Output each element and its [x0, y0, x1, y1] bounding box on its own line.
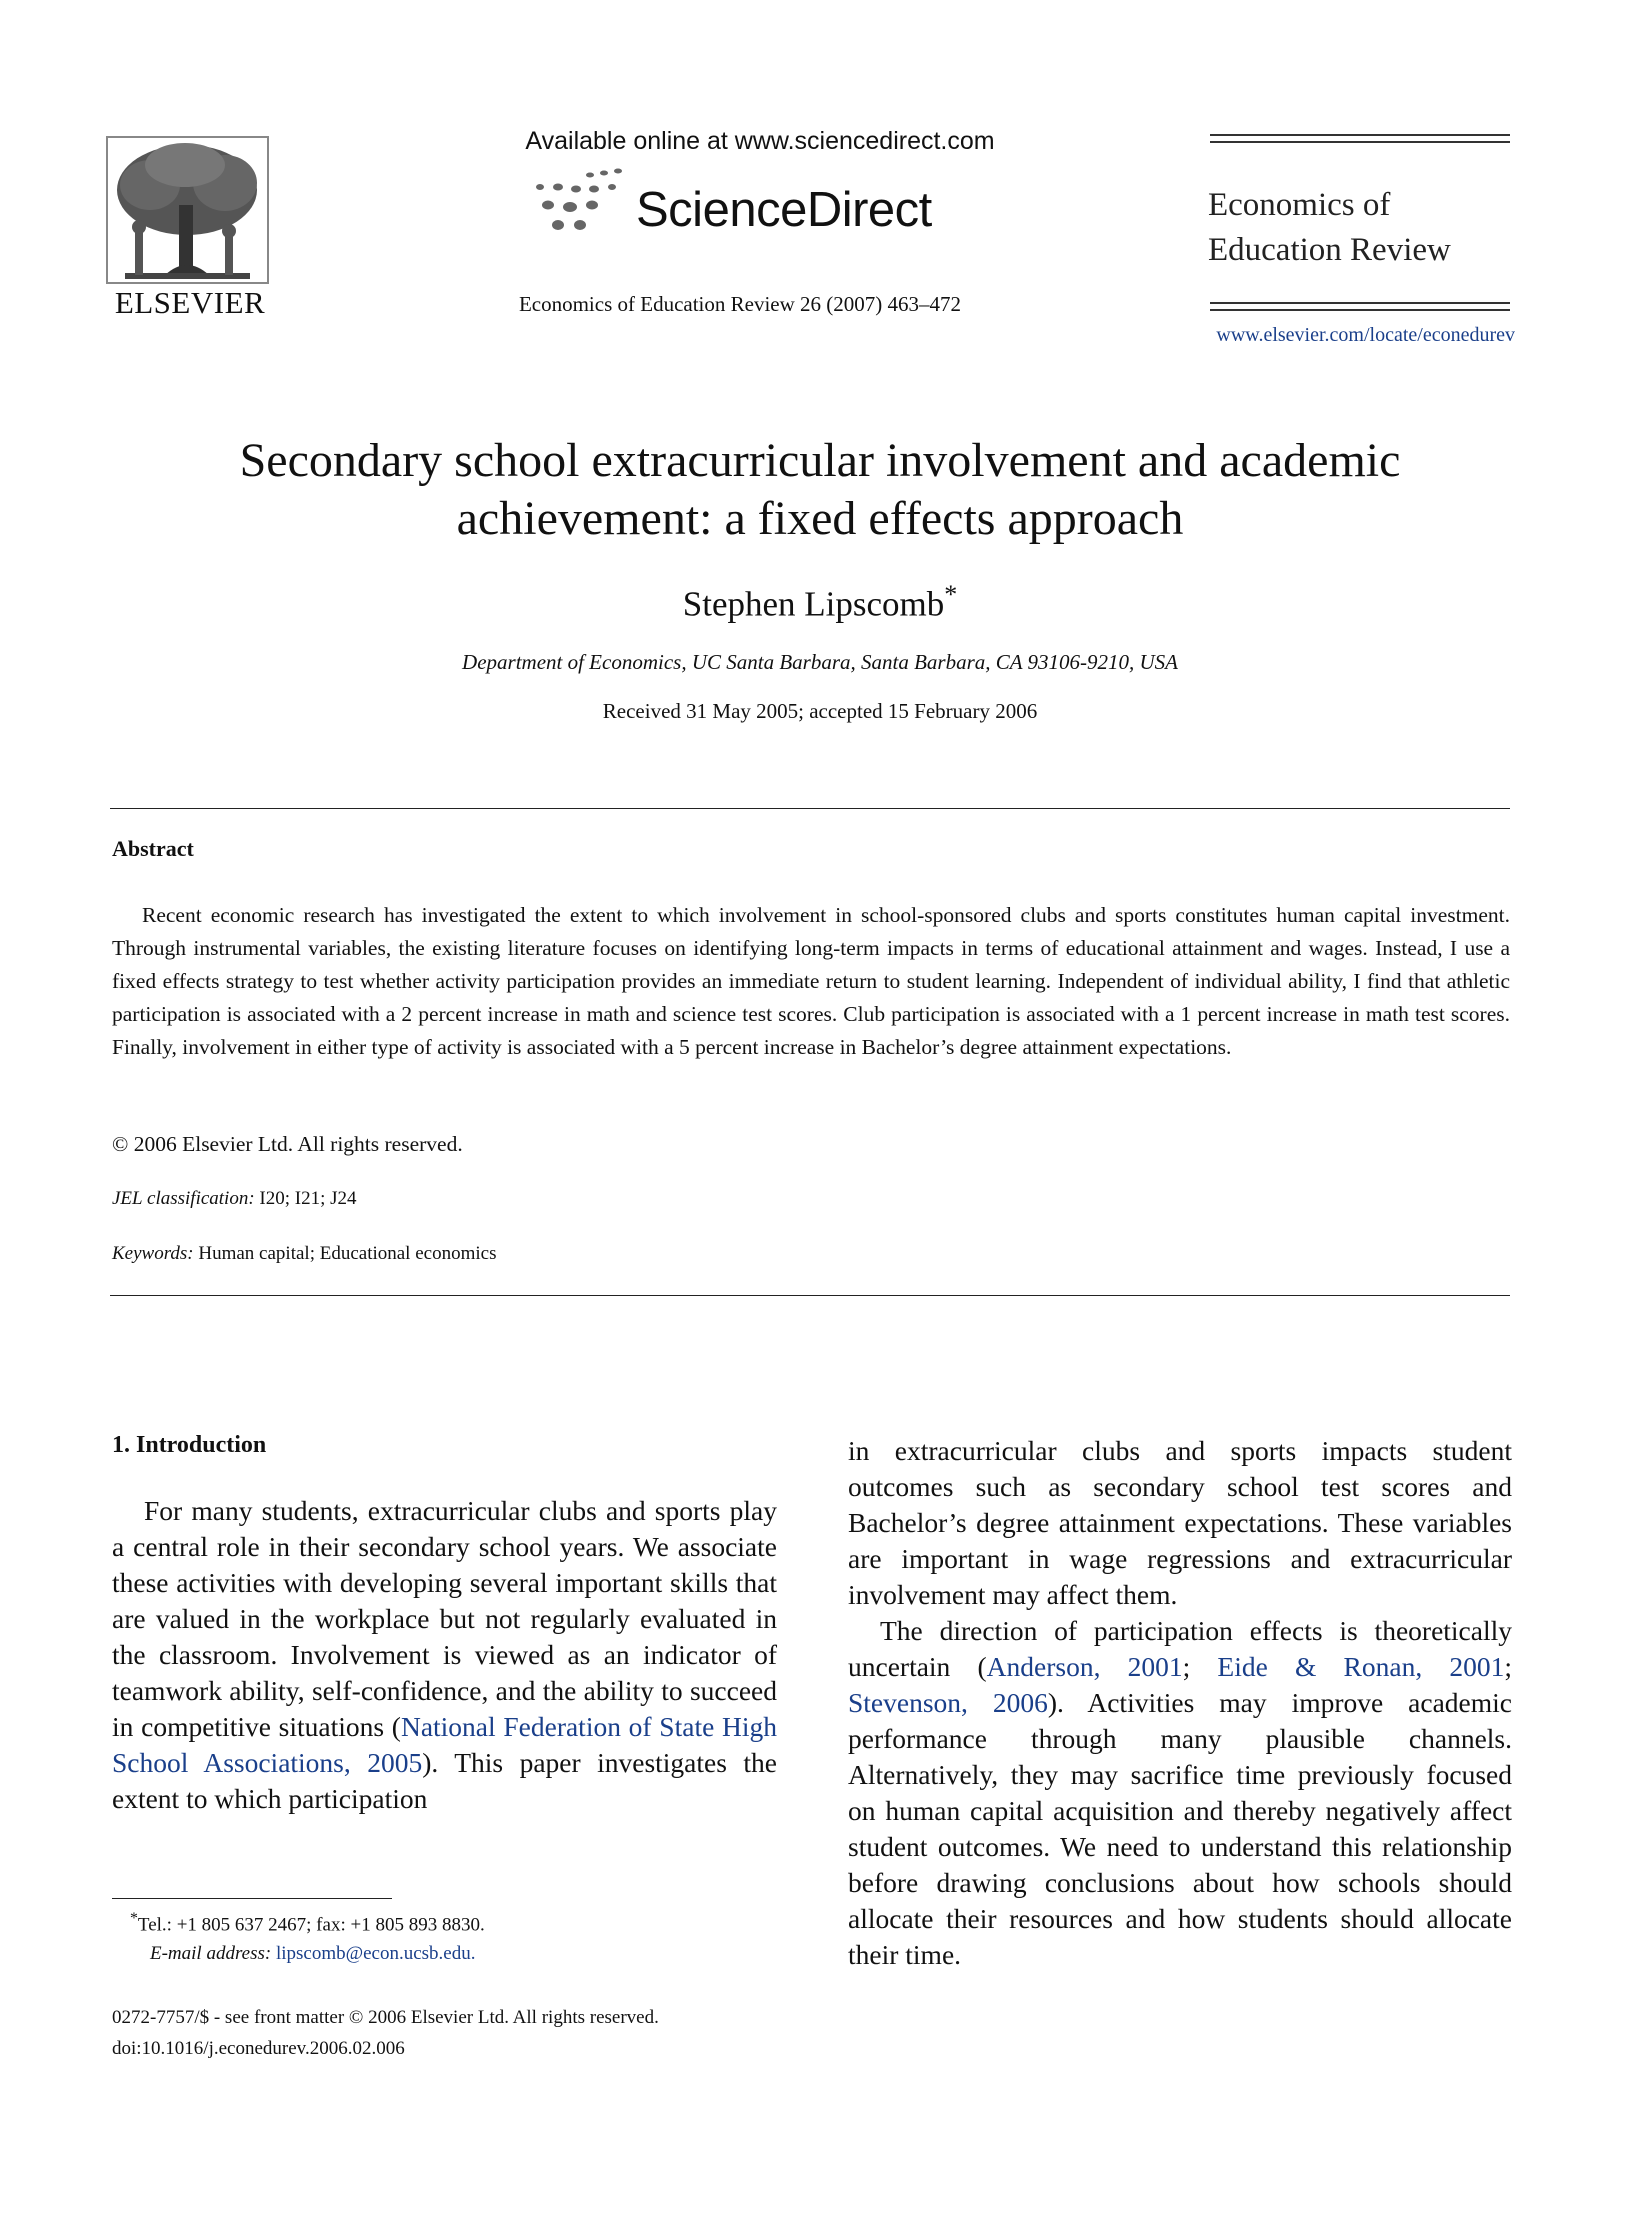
jel-value: I20; I21; J24 [254, 1188, 357, 1209]
intro-p1-text-b: ). This paper investigates the extent to which participation [112, 1747, 777, 1814]
article-title-line1: Secondary school extracurricular involvement and academic [239, 434, 1401, 487]
intro-p2-text-b: ). Activities may improve academic performance through many plausible channels. Alternatively, they may sacrifice time previously focused on human capital acquisition and thereby negatively affect student outcomes. We need to understand this relationship before drawing conclusions about how schools should allocate their resources and how students should allocate their time. [848, 1687, 1512, 1970]
journal-citation: Economics of Education Review 26 (2007) 463–472 [518, 292, 962, 316]
author-footnote-mark[interactable]: * [944, 580, 958, 609]
intro-paragraph-2 [848, 1613, 1512, 1973]
sciencedirect-wordmark: ScienceDirect [636, 183, 932, 237]
footnote-email [150, 1943, 476, 1965]
intro-paragraph-1-continued: in extracurricular clubs and sports impacts student outcomes such as secondary school test scores and Bachelor’s degree attainment expectations. These variables are important in wage regressions and extracurricular involvement may affect them. [848, 1435, 1512, 1610]
intro-right-column [848, 1433, 1512, 1973]
journal-title-line2: Education Review [1208, 232, 1451, 268]
available-online-text: Available online at www.sciencedirect.com [525, 127, 995, 155]
abstract-rule-top [110, 808, 1510, 809]
abstract-rule-bottom [110, 1295, 1510, 1296]
jel-label: JEL classification: [112, 1188, 255, 1209]
citation-link-nfhs[interactable]: National Federation of State High School Associations, 2005 [112, 1711, 778, 1778]
abstract-copyright: © 2006 Elsevier Ltd. All rights reserved. [112, 1132, 463, 1156]
footnote-mark: * [130, 1910, 138, 1927]
abstract-heading: Abstract [112, 836, 194, 861]
keywords [112, 1243, 496, 1265]
citation-link-anderson[interactable]: Anderson, 2001 [986, 1651, 1183, 1682]
abstract-text: Recent economic research has investigated the extent to which involvement in school-sponsored clubs and sports constitutes human capital investment. Through instrumental variables, the existing literature focuses on identifying long-term impacts in terms of educational attainment and wages. Instead, I use a fixed effects strategy to test whether activity participation provides an immediate return to student learning. Independent of individual ability, I find that athletic participation is associated with a 2 percent increase in math and science test scores. Club participation is associated with a 1 percent increase in math test scores. Finally, involvement in either type of activity is associated with a 5 percent increase in Bachelor’s degree attainment expectations. [112, 903, 1510, 1059]
journal-url-link[interactable]: www.elsevier.com/locate/econedurev [1216, 324, 1515, 346]
front-matter-notice: 0272-7757/$ - see front matter © 2006 Elsevier Ltd. All rights reserved. [112, 2007, 659, 2028]
jel-classification [112, 1188, 357, 1210]
intro-p2-text-a: The direction of participation effects is theoretically uncertain ( [848, 1615, 1512, 1682]
publisher-name: ELSEVIER [114, 285, 266, 320]
intro-paragraph-1 [112, 1493, 777, 1817]
intro-p1-text-a: For many students, extracurricular clubs and sports play a central role in their secondary school years. We associate these activities with developing several important skills that are valued in the workplace but not regularly evaluated in the classroom. Involvement is viewed as an indicator of teamwork ability, self-confidence, and the ability to succeed in competitive situations ( [112, 1495, 777, 1742]
footnote-contact [130, 1910, 485, 1936]
footnote-rule [112, 1898, 392, 1899]
journal-title-line1: Economics of [1208, 187, 1391, 223]
author-name [110, 580, 1530, 625]
author-affiliation: Department of Economics, UC Santa Barbara, Santa Barbara, CA 93106-9210, USA [462, 650, 1178, 674]
email-label: E-mail address: [150, 1943, 272, 1964]
journal-rule-bottom-1 [1210, 302, 1510, 304]
journal-rule-top-2 [1210, 141, 1510, 143]
article-title-line2: achievement: a fixed effects approach [456, 492, 1184, 545]
journal-title [1208, 183, 1518, 273]
keywords-value: Human capital; Educational economics [193, 1243, 497, 1264]
journal-rule-bottom-2 [1210, 309, 1510, 311]
intro-p2-sep-1: ; [1182, 1651, 1218, 1682]
sciencedirect-dots-icon [528, 165, 648, 240]
journal-rule-top-1 [1210, 134, 1510, 136]
keywords-label: Keywords: [112, 1243, 194, 1264]
section-heading-introduction: 1. Introduction [112, 1432, 267, 1458]
citation-link-eide-ronan[interactable]: Eide & Ronan, 2001 [1217, 1651, 1505, 1682]
received-dates: Received 31 May 2005; accepted 15 February 2006 [602, 699, 1038, 723]
doi-link[interactable]: doi:10.1016/j.econedurev.2006.02.006 [112, 2038, 405, 2059]
intro-p2-sep-2: ; [1504, 1651, 1513, 1682]
citation-link-stevenson[interactable]: Stevenson, 2006 [848, 1687, 1048, 1718]
email-link[interactable]: lipscomb@econ.ucsb.edu. [271, 1943, 476, 1964]
article-title [110, 432, 1530, 548]
author-name-text: Stephen Lipscomb [682, 584, 945, 624]
footnote-tel: Tel.: +1 805 637 2467; fax: +1 805 893 8830. [137, 1914, 485, 1936]
